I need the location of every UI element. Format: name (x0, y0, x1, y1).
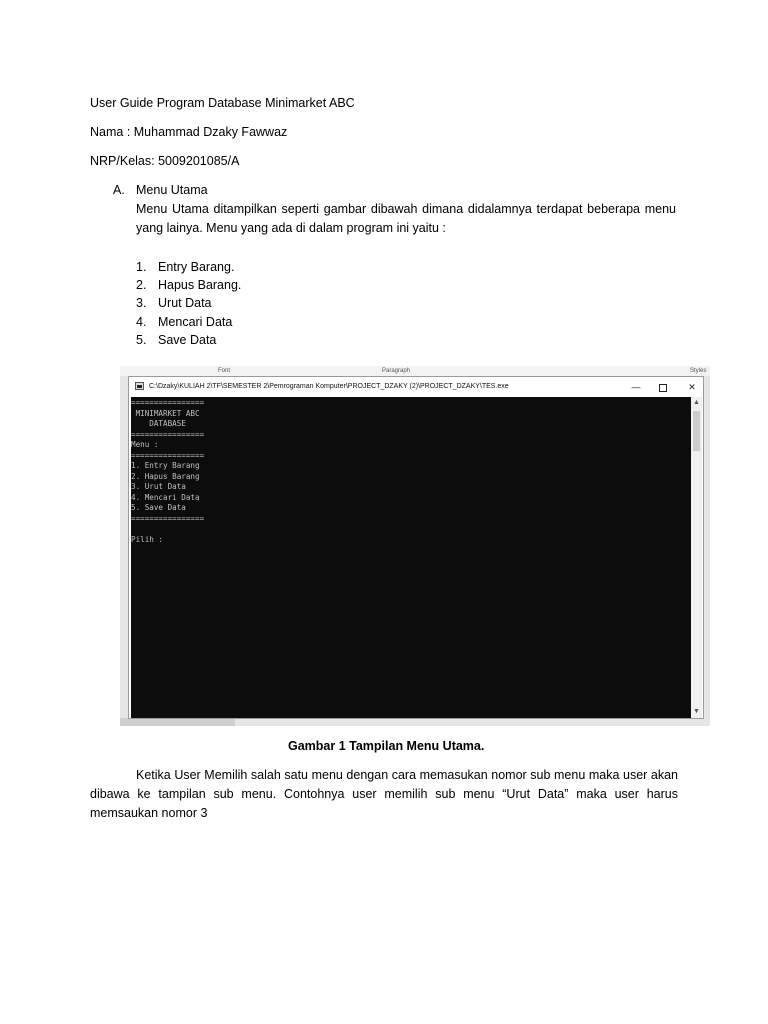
ribbon-font-label: Font (218, 368, 231, 374)
list-item-number: 2. (136, 278, 147, 293)
word-ribbon-strip (120, 366, 710, 376)
list-item-label: Save Data (158, 332, 217, 347)
maximize-button[interactable] (651, 378, 675, 396)
window-titlebar[interactable] (129, 377, 703, 397)
console-app-icon (135, 382, 144, 390)
nrp-class: NRP/Kelas: 5009201085/A (90, 154, 240, 168)
list-item-number: 5. (136, 332, 147, 347)
scroll-up-icon[interactable]: ▲ (693, 399, 700, 406)
figure-caption: Gambar 1 Tampilan Menu Utama. (288, 739, 485, 753)
window-title: C:\Dzaky\KULIAH 2\TF\SEMESTER 2\Pemrograman Komputer\PROJECT_DZAKY (2)\PROJECT_DZAKY\TES.exe (149, 383, 509, 390)
author-name: Nama : Muhammad Dzaky Fawwaz (90, 125, 288, 139)
console-window (128, 376, 704, 719)
ribbon-styles-label: Styles (690, 368, 707, 374)
scroll-down-icon[interactable]: ▼ (693, 708, 700, 715)
list-item (136, 331, 241, 349)
document-title: User Guide Program Database Minimarket ABC (90, 96, 355, 110)
menu-list (136, 258, 241, 349)
closing-paragraph (90, 766, 678, 823)
list-item-number: 4. (136, 314, 147, 329)
list-item (136, 313, 241, 331)
section-paragraph: Menu Utama ditampilkan seperti gambar dibawah dimana didalamnya terdapat beberapa menu yang lainya. Menu yang ada di dalam program ini yaitu : (136, 202, 676, 235)
close-button[interactable]: ✕ (688, 382, 696, 392)
list-item-label: Hapus Barang. (158, 278, 242, 293)
section-title: Menu Utama (136, 183, 208, 197)
ribbon-paragraph-label: Paragraph (382, 368, 411, 374)
closing-paragraph-text: Ketika User Memilih salah satu menu dengan cara memasukan nomor sub menu maka user akan dibawa ke tampilan sub menu. Contohnya user memilih sub menu “Urut Data” maka user harus memsaukan nomor 3 (90, 768, 678, 820)
list-item-number: 1. (136, 260, 147, 274)
maximize-icon (659, 384, 667, 392)
list-item-label: Urut Data (158, 296, 212, 311)
scroll-thumb[interactable] (693, 411, 700, 451)
list-item (136, 276, 241, 294)
minimize-button[interactable]: — (631, 382, 641, 392)
section-letter: A. (113, 183, 125, 197)
list-item-label: Mencari Data (158, 314, 233, 329)
embedded-screenshot (120, 366, 710, 726)
list-item-number: 3. (136, 296, 147, 311)
list-item (136, 258, 241, 276)
list-item-label: Entry Barang. (158, 260, 235, 274)
console-scrollbar[interactable] (691, 397, 702, 718)
list-item (136, 294, 241, 312)
console-output[interactable]: ================ MINIMARKET ABC DATABASE ================ Menu : ================ 1. Entry Barang 2. Hapus Barang 3. Urut Data 4. Mencari Data 5. Save Data ================ Pilih : (131, 397, 692, 718)
